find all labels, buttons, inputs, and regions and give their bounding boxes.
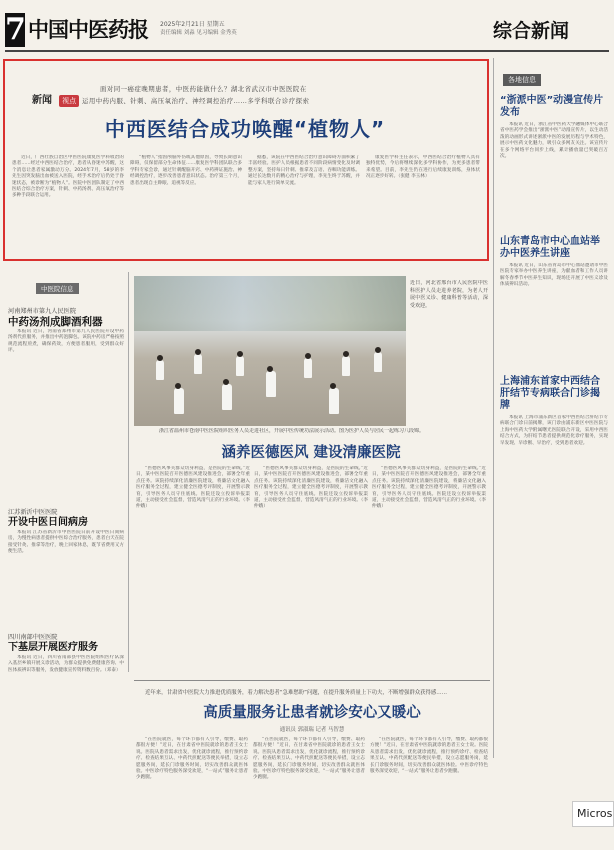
left-item-1-text: 本报讯 近日，河南省郑州市第九人民医院开设中药汤剂代煎服务，并推出中药泡脚包。该院中药房严格按照规范流程煎煮，确保药效，方便患者服用，受到群众好评。 <box>8 329 124 354</box>
left-section-tag: 中医院信息 <box>36 283 79 294</box>
middle-body-col3 <box>372 466 486 671</box>
bottom-body-text: “在医院就医，每个环节都有人引导，缴费、取药都很方便！”近日，在甘肃省中医院就诊的患者王女士说。医院从患者需求出发，优化就诊流程，推行预约诊疗、检查结果互认、中药代煎配送等便民举措，设立志愿服务岗，延长门诊服务时间，切实改善群众就医体验。中医诊疗特色服务深受欢迎，“一站式”服务让患者少跑腿。 <box>136 737 248 781</box>
exercise-photo <box>134 276 406 426</box>
photo-person <box>266 371 276 397</box>
bottom-headline: 高质量服务让患者就诊安心又暖心 <box>203 705 421 721</box>
photo-person <box>342 356 350 376</box>
lead-deck-line2: 运用中药内服、针刺、高压氧治疗、神经调控治疗……多学科联合诊疗探索 <box>82 97 310 105</box>
middle-body-text: “医德医风事关群众切身利益，是医院的生命线。”近日，某中医医院召开医德医风建设推进会，部署全年重点任务。该院持续深化清廉医院建设，将廉洁文化融入医疗服务全过程，建立健全医德考评制度，开展警示教育，引导医务人员守住底线。医院还设立投诉举报渠道，主动接受社会监督，营造风清气正的行业环境。（李仲娥） <box>136 466 250 510</box>
bottom-body-col3 <box>370 737 488 845</box>
middle-body-col2 <box>254 466 368 671</box>
bottom-body-col2 <box>253 737 365 845</box>
sidebar-item-3-body <box>500 415 608 705</box>
left-item-3-text: 本报讯 近日，四川省南部县中医医院组织医疗队深入基层乡镇开展义诊活动，为群众提供免费健康咨询、中医体质辨识等服务，发放健康宣传资料数百份。（邓泰） <box>8 655 124 673</box>
sidebar-item-3-title: 上海浦东首家中西结合肝结节专病联合门诊揭牌 <box>500 376 600 411</box>
bottom-body-col1 <box>136 737 248 845</box>
photo-person <box>222 384 232 410</box>
taskbar-popup[interactable]: Micros <box>572 801 614 827</box>
left-item-1-body <box>8 329 124 494</box>
sidebar-item-1-body <box>500 122 608 234</box>
bottom-body-text: “在医院就医，每个环节都有人引导，缴费、取药都很方便！”近日，在甘肃省中医院就诊的患者王女士说。医院从患者需求出发，优化就诊流程，推行预约诊疗、检查结果互认、中药代煎配送等便民举措，设立志愿服务岗，延长门诊服务时间，切实改善群众就医体验。中医诊疗特色服务深受欢迎，“一站式”服务让患者少跑腿。 <box>370 737 488 775</box>
sidebar-item-1-text: 本报讯 近日，浙江省中医药大学融媒体中心联合省中医药学会推出“浙派中医”动漫宣传片，以生动活泼的动画形式讲述浙派中医的发展历程与学术特色，展示中医药文化魅力，吸引众多网友关注。该宣传片在多个网络平台同步上线，累计播放量已突破百万次。 <box>500 122 608 160</box>
left-item-1 <box>8 306 124 494</box>
lead-body-col4-text: 康复医学科主任表示，中西医结合治疗植物人具有独特优势，今后将继续深化多学科协作，为更多患者带来希望。目前，李先生仍在进行后续康复训练，身体状况正逐步好转。（张健 李玉林） <box>366 155 480 180</box>
section-title: 综合新闻 <box>493 20 570 42</box>
photo-person <box>194 354 202 374</box>
left-item-2-body <box>8 530 124 626</box>
paper-name: 中国中医药报 <box>28 17 148 42</box>
photo-side-caption-text: 近日，河北省邢台市人民医院中医科医护人员走进养老院，为老人开展中医义诊、健康科普等活动，深受欢迎。 <box>410 280 488 309</box>
left-column-divider <box>128 272 129 672</box>
sidebar-item-2-text: 本报讯 近日，山东省青岛市中心血站邀请市中医医院专家举办中医养生讲座，为献血者和工作人员讲解冬春季节中医养生知识，现场还开展了中医义诊及体质辨识活动。 <box>500 263 608 288</box>
photo-person <box>174 388 184 414</box>
bottom-byline: 通讯员 郭淑瑞 记者 马智慧 <box>279 727 345 733</box>
sidebar-item-3-text: 本报讯 上海市浦东新区首家中西医结合肝结节专病联合门诊日前揭牌，该门诊由浦东新区中医医院与上海中医药大学附属曙光医院联合开设，采用中西医结合方式，为肝结节患者提供规范化诊疗服务，实现早发现、早诊断、早治疗，受到患者欢迎。 <box>500 415 608 446</box>
middle-body-text: “医德医风事关群众切身利益，是医院的生命线。”近日，某中医医院召开医德医风建设推进会，部署全年重点任务。该院持续深化清廉医院建设，将廉洁文化融入医疗服务全过程，建立健全医德考评制度，开展警示教育，引导医务人员守住底线。医院还设立投诉举报渠道，主动接受社会监督，营造风清气正的行业环境。（李仲娥） <box>372 466 486 510</box>
photo-person <box>374 352 382 372</box>
sidebar-item-3 <box>500 376 608 705</box>
photo-caption <box>150 428 480 442</box>
issue-date: 2025年2月21日 星期五 <box>160 21 225 28</box>
news-badge-label: 新闻 <box>32 95 52 106</box>
lead-headline: 中西医结合成功唤醒“植物人” <box>104 117 386 141</box>
sidebar-item-2-body <box>500 263 608 375</box>
photo-person <box>156 360 164 380</box>
editor-line: 责任编辑 刘淼 见习编辑 金秀英 <box>160 30 237 36</box>
page-number: 7 <box>5 12 26 47</box>
lead-body-col1 <box>12 155 124 255</box>
sidebar-item-2 <box>500 236 608 375</box>
sidebar-item-1-title: “浙派中医”动漫宣传片发布 <box>500 95 604 118</box>
bottom-body-text: “在医院就医，每个环节都有人引导，缴费、取药都很方便！”近日，在甘肃省中医院就诊的患者王女士说。医院从患者需求出发，优化就诊流程，推行预约诊疗、检查结果互认、中药代煎配送等便民举措，设立志愿服务岗，延长门诊服务时间，切实改善群众就医体验。中医诊疗特色服务深受欢迎，“一站式”服务让患者少跑腿。 <box>253 737 365 781</box>
sidebar-header: 各地信息 <box>503 74 541 86</box>
left-item-2 <box>8 507 124 626</box>
lead-body-col3 <box>248 155 360 255</box>
left-item-1-title: 中药汤剂成脚酒利器 <box>8 316 103 328</box>
left-item-2-kicker: 江苏新沂中医医院 <box>8 509 58 516</box>
middle-body-text: “医德医风事关群众切身利益，是医院的生命线。”近日，某中医医院召开医德医风建设推进会，部署全年重点任务。该院持续深化清廉医院建设，将廉洁文化融入医疗服务全过程，建立健全医德考评制度，开展警示教育，引导医务人员守住底线。医院还设立投诉举报渠道，主动接受社会监督，营造风清气正的行业环境。（李仲娥） <box>254 466 368 510</box>
news-badge <box>32 88 79 107</box>
photo-trees <box>134 276 406 331</box>
lead-body-col4 <box>366 155 480 255</box>
left-item-1-kicker: 河南郑州市第九人民医院 <box>8 308 77 315</box>
left-item-3-kicker: 四川南部中医医院 <box>8 634 58 641</box>
lead-body-col1-text: 近日，广西壮族自治区中医医院康复医学科收治的患者……经过中西医结合治疗，患者从昏迷中苏醒，这个消息让患者家属激动万分。2024年7月，58岁的李先生因突发脑出血被送入医院，经手术治疗后仍处于昏迷状态，被诊断为“植物人”。医院中医团队制定了中西医结合综合治疗方案，针刺、中药汤剂、高压氧治疗等多种手段联合运用。 <box>12 155 124 199</box>
lead-deck-line1: 面对同一癌症晚期患者，中医药能做什么？湖北省武汉市中医医院在 <box>100 85 307 93</box>
left-item-3 <box>8 632 124 795</box>
bottom-story-rule <box>134 680 490 681</box>
sidebar-divider <box>493 58 494 758</box>
sidebar-item-2-title: 山东青岛市中心血站举办中医养生讲座 <box>500 236 600 259</box>
lead-body-col2 <box>130 155 242 255</box>
photo-person <box>329 388 339 414</box>
photo-caption-text: 浙江省温州市苍南中医医院组织医务人员走进社区，开展中医传统功法展示活动。图为医护人员与居民一起练习八段锦。 <box>159 428 425 434</box>
left-item-2-title: 开设中医日间病房 <box>8 517 88 528</box>
left-item-2-text: 本报讯 江苏省新沂市中医医院日前开设中医日间病房，为慢性病患者提供中医综合治疗服务，患者白天在院接受针灸、推拿等治疗，晚上回家休息，既节省费用又方便生活。 <box>8 530 124 555</box>
photo-side-caption <box>410 280 488 420</box>
sidebar-item-1 <box>500 95 608 234</box>
photo-person <box>304 358 312 378</box>
left-item-3-title: 下基层开展医疗服务 <box>8 642 98 653</box>
bottom-deck: 近年来，甘肃省中医院大力推进优质服务，着力解决患者“急难愁盼”问题，在提升服务质量上下功夫，不断增强群众获得感…… <box>145 690 448 696</box>
lead-body-col2-text: “植物人”指因颅脑外伤或其他原因，导致长期意识障碍，仅保留部分生命体征……康复医学科团队联合多学科专家会诊，通过针刺醒脑开窍、中药辨证施治、神经调控治疗，逐步改善患者意识状态。治疗第三个月，患者出现自主睁眼、追视等反应。 <box>130 155 242 186</box>
middle-body-col1 <box>136 466 250 671</box>
lead-body-col3-text: 据悉，该院在中西医结合治疗意识障碍方面积累了丰富经验。医护人员根据患者不同阶段病情变化及时调整方案，坚持每日针刺、推拿及言语、吞咽功能训练。通过长达数月的精心治疗与护理，李先生终于苏醒，并能与家人进行简单交流。 <box>248 155 360 186</box>
photo-person <box>236 356 244 376</box>
middle-headline: 涵养医德医风 建设清廉医院 <box>221 445 401 461</box>
masthead-rule <box>5 50 609 52</box>
news-badge-highlight: 视点 <box>59 95 79 107</box>
left-item-3-body <box>8 655 124 795</box>
